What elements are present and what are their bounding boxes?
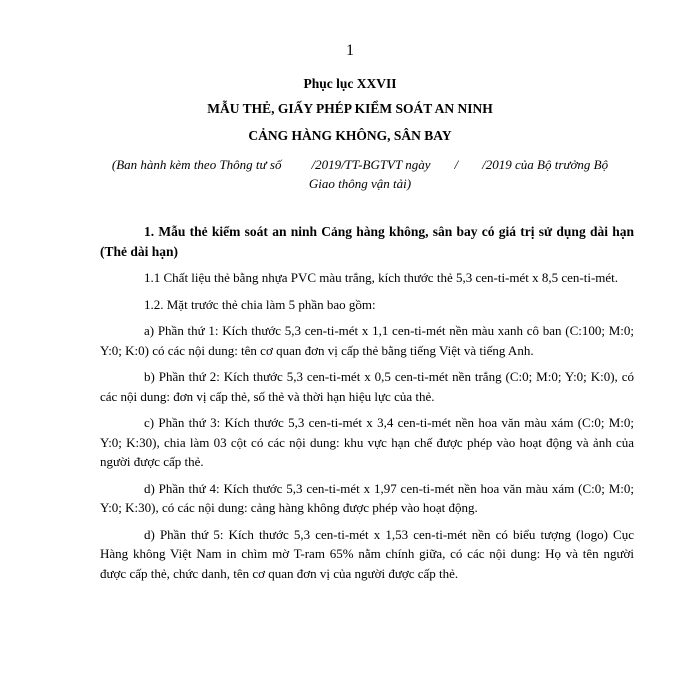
paragraph-part-1: a) Phần thứ 1: Kích thước 5,3 cen-ti-mét x 1,1 cen-ti-mét nền màu xanh cô ban (C:100; M:0; Y:0; K:0) có các nội dung: tên cơ quan đơn vị cấp thẻ bằng tiếng Việt và tiếng Anh. xyxy=(100,323,634,358)
paragraph-part-3: c) Phần thứ 3: Kích thước 5,3 cen-ti-mét x 3,4 cen-ti-mét nền hoa văn màu xám (C:0; M:0; Y:0; K:30), chia làm 03 cột có các nội dung: khu vực hạn chế được phép vào hoạt động và ảnh của người được cấp thẻ. xyxy=(100,415,634,469)
document-title-line-2: CẢNG HÀNG KHÔNG, SÂN BAY xyxy=(248,128,452,143)
paragraph-part-2: b) Phần thứ 2: Kích thước 5,3 cen-ti-mét x 0,5 cen-ti-mét nền trắng (C:0; M:0; Y:0; K:0), có các nội dung: đơn vị cấp thẻ, số thẻ và thời hạn hiệu lực của thẻ. xyxy=(100,369,634,404)
subtitle-part-2: /2019/TT-BGTVT ngày xyxy=(311,157,431,172)
paragraph-part-4: d) Phần thứ 4: Kích thước 5,3 cen-ti-mét x 1,97 cen-ti-mét nền hoa văn màu xám (C:0; M:0; Y:0; K:30), có các nội dung: cảng hàng không được phép vào hoạt động. xyxy=(100,480,634,515)
page-number: 1 xyxy=(346,42,354,59)
document-title-line-1: MẪU THẺ, GIẤY PHÉP KIỂM SOÁT AN NINH xyxy=(207,101,493,116)
subtitle-part-1: (Ban hành kèm theo Thông tư số xyxy=(111,157,282,172)
subtitle-part-4: /2019 của Bộ trưởng Bộ Giao thông vận tải) xyxy=(308,157,609,191)
paragraph-part-5: d) Phần thứ 5: Kích thước 5,3 cen-ti-mét x 1,53 cen-ti-mét nền có biểu tượng (logo) Cục Hàng không Việt Nam in chìm mờ T-ram 65% nằm chính giữa, có các nội dung: Họ và tên người được cấp thẻ, chức danh, tên cơ quan đơn vị của người được cấp thẻ. xyxy=(100,526,634,581)
section-heading: 1. Mẫu thẻ kiểm soát an ninh Cảng hàng không, sân bay có giá trị sử dụng dài hạn (Thẻ dài hạn) xyxy=(100,224,634,259)
document-body xyxy=(100,222,634,590)
appendix-heading: Phục lục XXVII xyxy=(303,76,397,91)
paragraph-front-side: 1.2. Mặt trước thẻ chia làm 5 phần bao gồm: xyxy=(144,296,376,312)
paragraph-material: 1.1 Chất liệu thẻ bằng nhựa PVC màu trắng, kích thước thẻ 5,3 cen-ti-mét x 8,5 cen-ti-mét. xyxy=(144,270,619,285)
subtitle-part-3: / xyxy=(454,157,459,172)
document-subtitle xyxy=(100,155,620,193)
